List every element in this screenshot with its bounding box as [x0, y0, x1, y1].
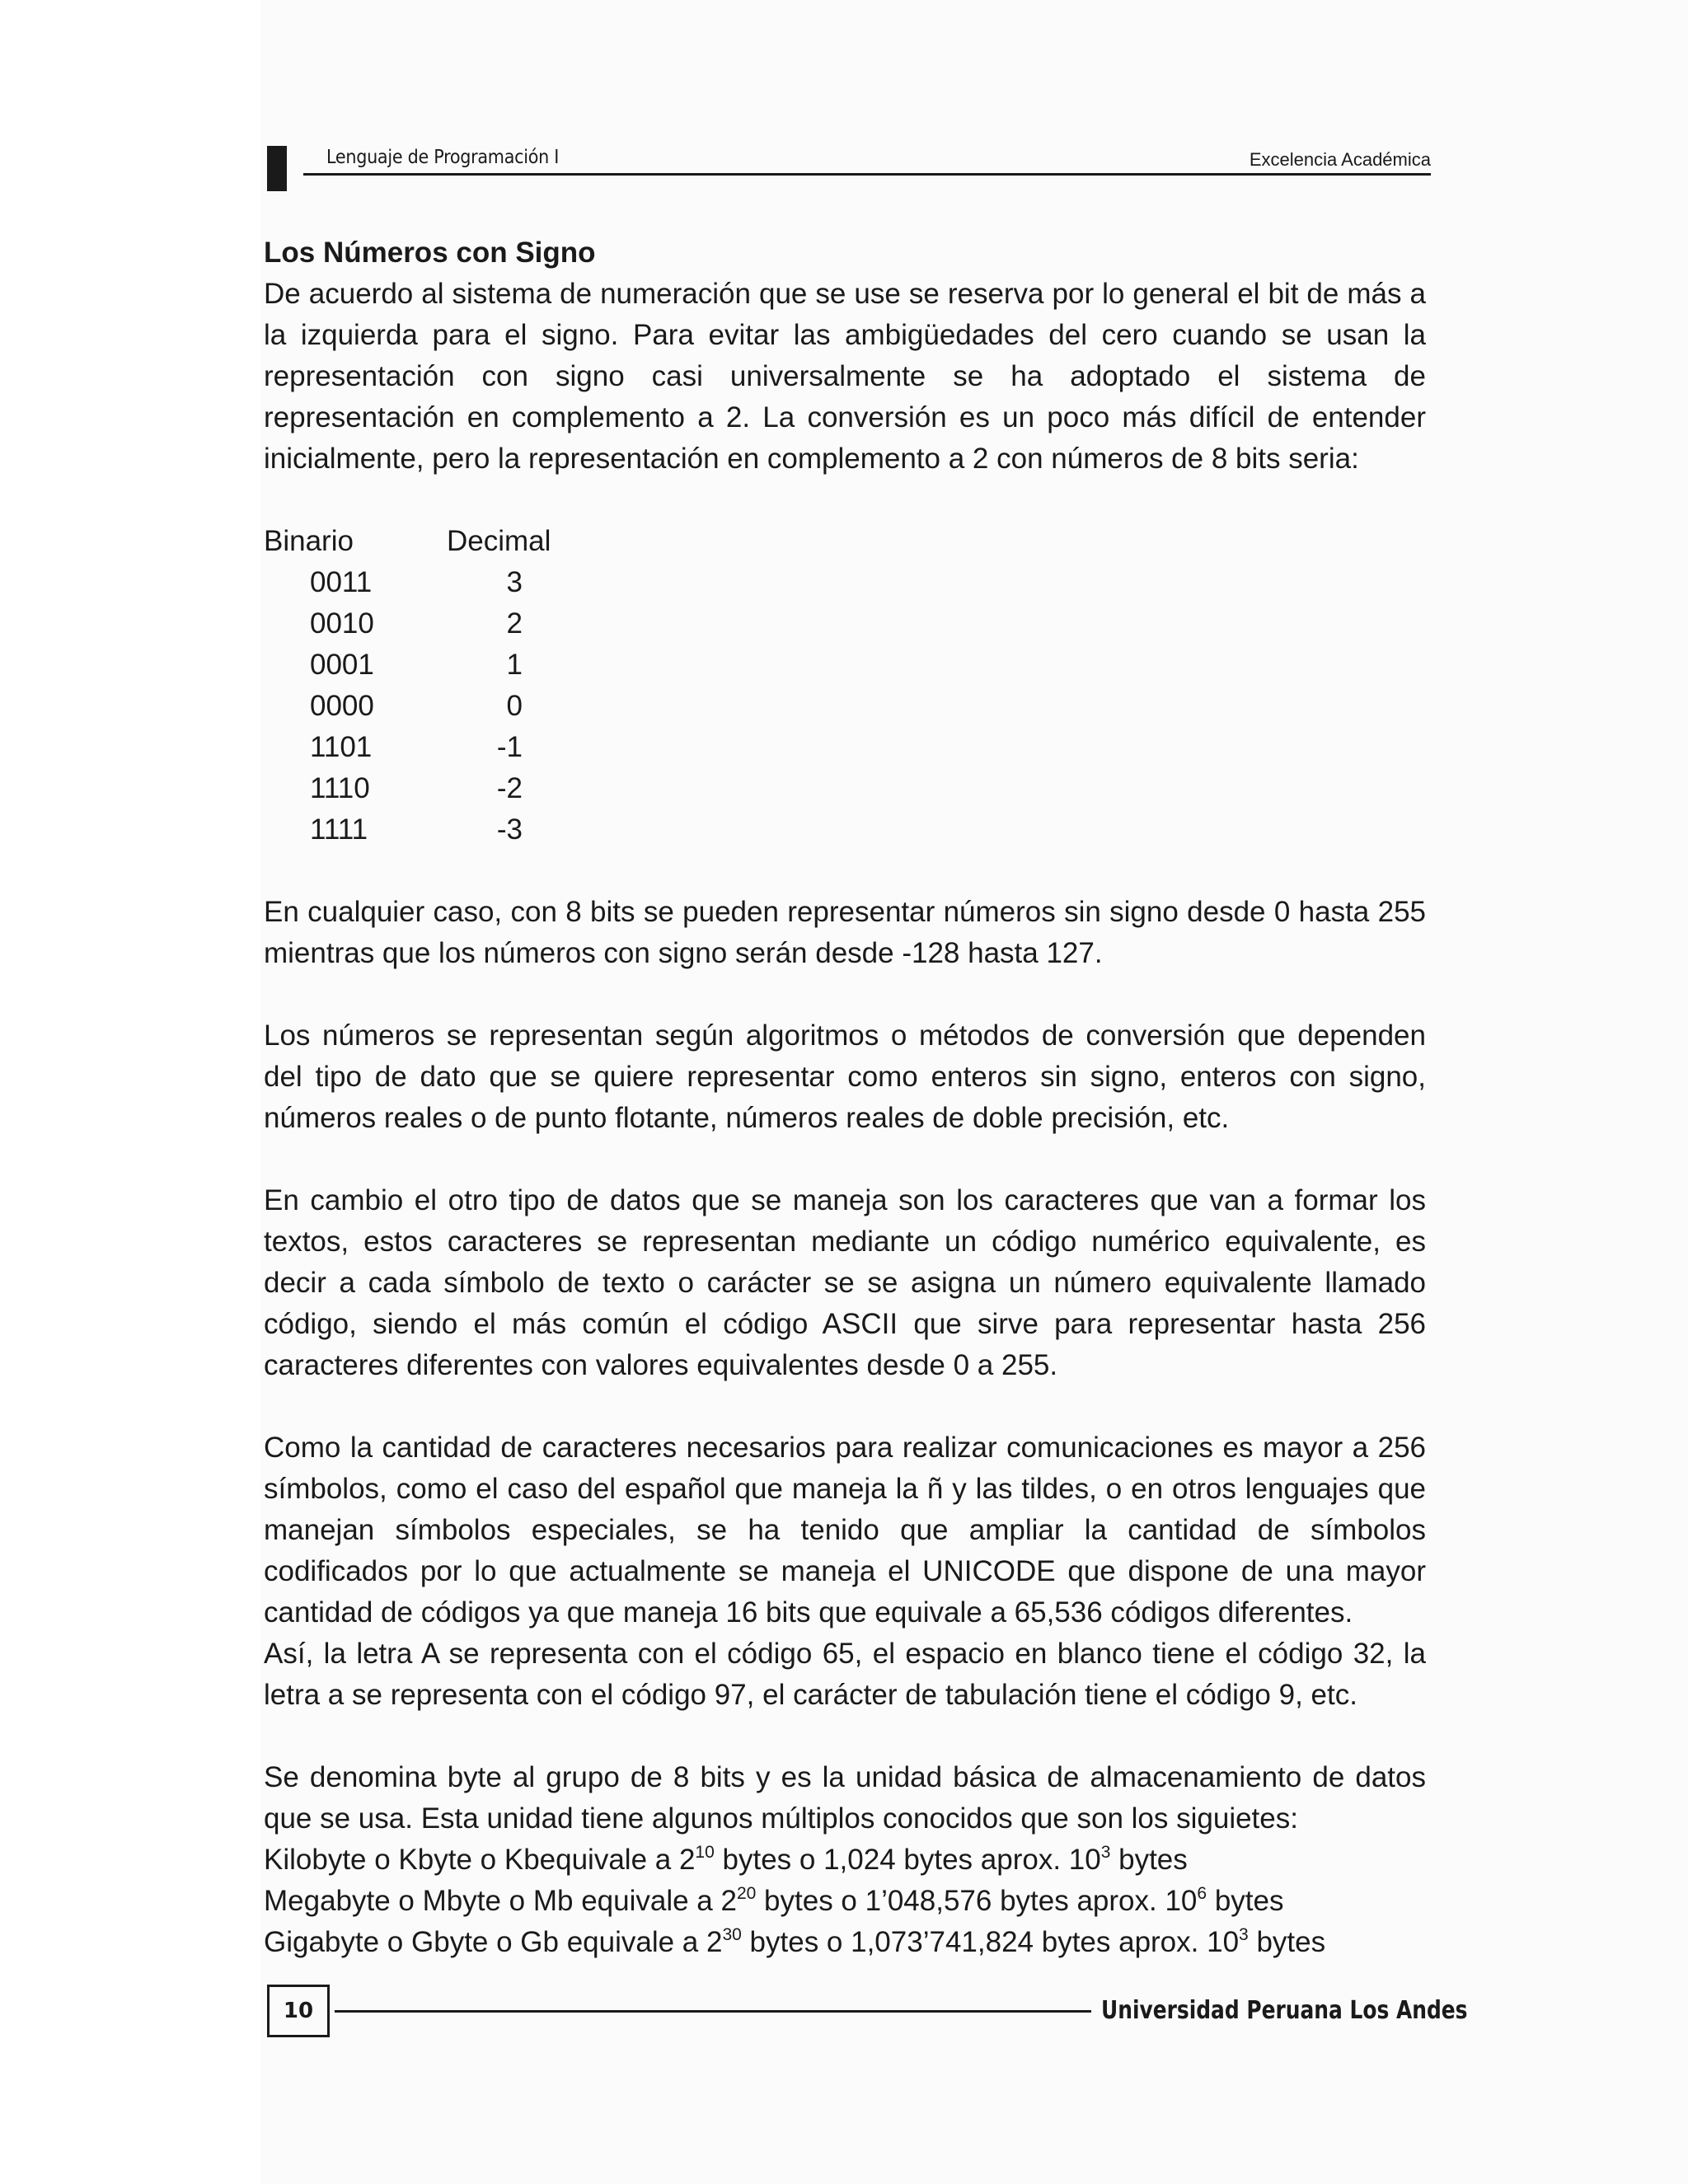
paragraph-codes: Así, la letra A se representa con el código 65, el espacio en blanco tiene el código 32, la letra a se representa con el código 97, el carácter de tabulación tiene el código 9, etc. [264, 1638, 1426, 1711]
header-rule [303, 173, 1431, 176]
table-row [264, 727, 593, 768]
table-row [264, 768, 593, 809]
table-row [264, 603, 593, 644]
decimal-value: 3 [506, 566, 523, 598]
paragraph-byte: Se denomina byte al grupo de 8 bits y es la unidad básica de almacenamiento de datos que se usa. Esta unidad tiene algunos múltiplos conocidos que son los siguietes: [264, 1761, 1426, 1835]
footer-rule [335, 2010, 1091, 2013]
paragraph-range: En cualquier caso, con 8 bits se pueden representar números sin signo desde 0 hasta 255 mientras que los números con signo serán desde -128 hasta 127. [264, 896, 1426, 969]
header-tagline: Excelencia Académica [1249, 149, 1431, 170]
decimal-value: 2 [506, 607, 523, 640]
paragraph-intro: De acuerdo al sistema de numeración que se use se reserva por lo general el bit de más a la izquierda para el signo. Para evitar las ambigüedades del cero cuando se usan la representación con signo casi universalmente se ha adoptado el sistema de representación en complemento a 2. La conversión es un poco más difícil de entender inicialmente, pero la representación en complemento a 2 con números de 8 bits seria: [264, 278, 1426, 475]
spacer [264, 851, 1426, 892]
table-header-decimal: Decimal [447, 525, 551, 557]
table-header-binary: Binario [264, 525, 354, 557]
decimal-value: -3 [496, 813, 523, 846]
header-book-title: Lenguaje de Programación I [326, 147, 560, 168]
binary-value: 0011 [310, 566, 373, 598]
decimal-value: 1 [506, 649, 523, 681]
paragraph-methods: Los números se representan según algoritmos o métodos de conversión que dependen del tipo de dato que se quiere representar como enteros sin signo, enteros con signo, números reales o de punto flotante, números reales de doble precisión, etc. [264, 1019, 1426, 1134]
table-row [264, 644, 593, 686]
paragraph-unicode: Como la cantidad de caracteres necesarios para realizar comunicaciones es mayor a 256 símbolos, como el caso del español que maneja la ñ y las tildes, o en otros lenguajes que manejan símbolos especiales, se ha tenido que ampliar la cantidad de símbolos codificados por lo que actualmente se maneja el UNICODE que dispone de una mayor cantidad de códigos ya que maneja 16 bits que equivale a 65,536 códigos diferentes. [264, 1432, 1426, 1629]
table-row [264, 686, 593, 727]
paragraph-characters: En cambio el otro tipo de datos que se maneja son los caracteres que van a formar los textos, estos caracteres se representan mediante un código numérico equivalente, es decir a cada símbolo de texto o carácter se se asigna un número equivalente llamado código, siendo el más común el código ASCII que sirve para representar hasta 256 caracteres diferentes con valores equivalentes desde 0 a 255. [264, 1184, 1426, 1381]
decimal-value: -1 [496, 731, 523, 763]
section-title: Los Números con Signo [264, 237, 596, 269]
table-row [264, 562, 593, 603]
footer-university: Universidad Peruana Los Andes [1101, 1996, 1468, 2025]
table-row [264, 809, 593, 851]
header-marker [267, 146, 287, 191]
binary-value: 1101 [310, 731, 373, 763]
binary-decimal-table [264, 521, 1426, 851]
decimal-value: 0 [506, 690, 523, 722]
page-number: 10 [267, 1985, 330, 2037]
spacer [264, 974, 1426, 1015]
spacer [264, 1386, 1426, 1427]
page-content [264, 232, 1426, 1963]
spacer [264, 1139, 1426, 1180]
binary-value: 0010 [310, 607, 374, 640]
spacer [264, 1716, 1426, 1757]
binary-value: 1111 [310, 813, 368, 846]
multiple-line-megabyte: Megabyte o Mbyte o Mb equivale a $2^{20}$ bytes o 1’048,576 bytes aprox. $10^6$ bytes [264, 1884, 1284, 1917]
spacer [264, 480, 1426, 521]
binary-value: 0001 [310, 649, 374, 681]
binary-value: 1110 [310, 772, 370, 804]
decimal-value: -2 [496, 772, 523, 804]
multiple-line-kilobyte: Kilobyte o Kbyte o Kbequivale a $2^{10}$ bytes o 1,024 bytes aprox. $10^3$ bytes [264, 1843, 1188, 1876]
binary-value: 0000 [310, 690, 374, 722]
multiple-line-gigabyte: Gigabyte o Gbyte o Gb equivale a $2^{30}$ bytes o 1,073’741,824 bytes aprox. $10^3$ bytes [264, 1925, 1326, 1958]
